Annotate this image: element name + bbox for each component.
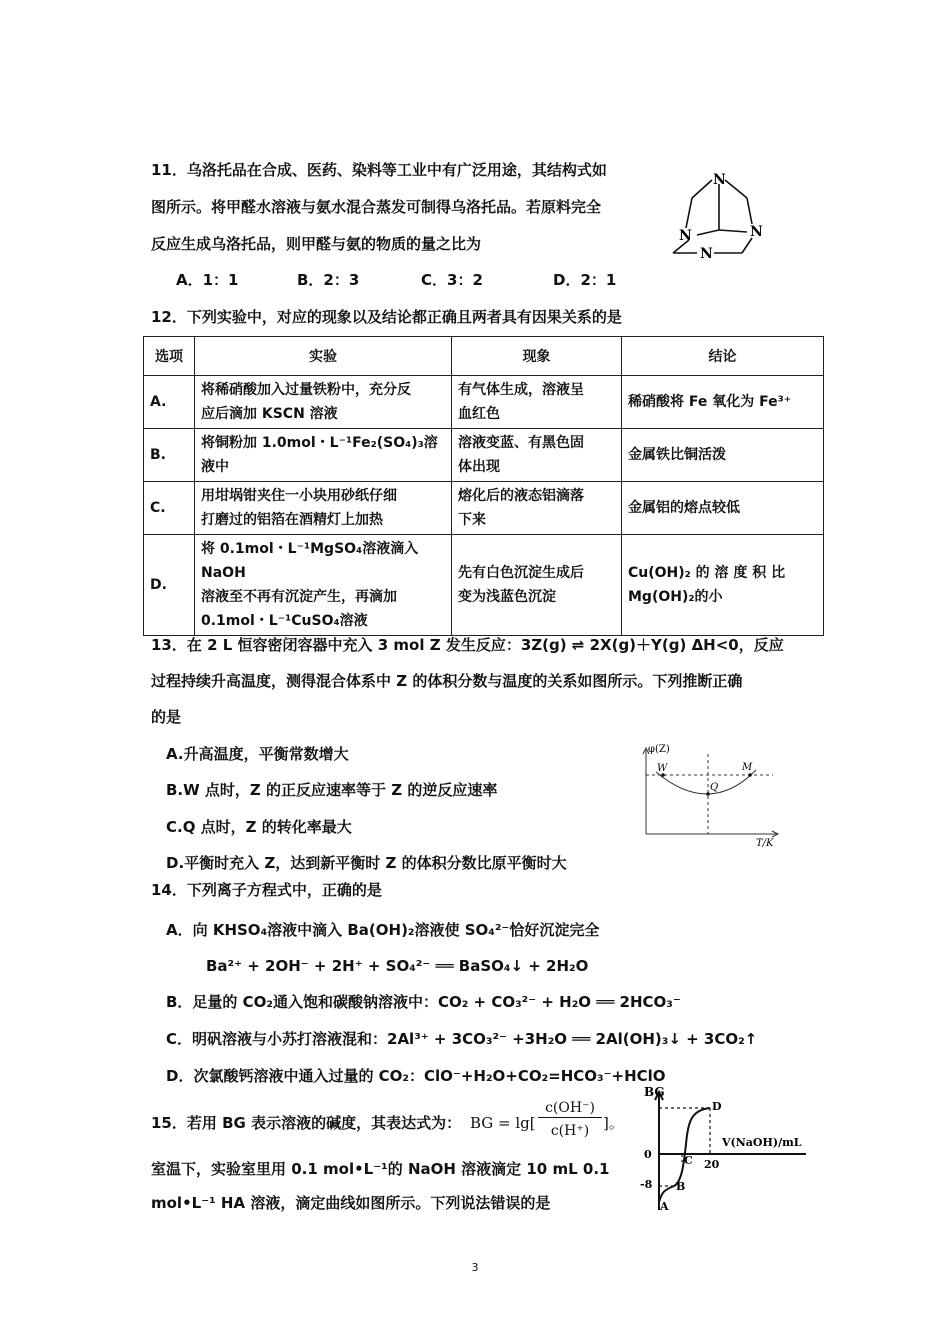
q15-y-label: BG (644, 1085, 665, 1099)
cell-conclusion: Cu(OH)₂ 的 溶 度 积 比 Mg(OH)₂的小 (622, 535, 824, 636)
cell-phenomenon: 溶液变蓝、有黑色固 体出现 (452, 429, 622, 482)
cell-conclusion: 金属铁比铜活泼 (622, 429, 824, 482)
label-m: M (742, 762, 753, 773)
point-b-label: B (676, 1180, 686, 1193)
q15-x-label: V(NaOH)/mL (722, 1136, 802, 1149)
label-q: Q (710, 782, 719, 793)
q13-option-b: B.W 点时，Z 的正反应速率等于 Z 的逆反应速率 (166, 781, 498, 799)
q15-line2: 室温下，实验室里用 0.1 mol•L⁻¹的 NaOH 溶液滴定 10 mL 0.1 (151, 1160, 610, 1178)
cell-conclusion: 金属铝的熔点较低 (622, 482, 824, 535)
q11-option-c: C．3：2 (421, 271, 483, 289)
cell-option: D. (144, 535, 195, 636)
q11-option-b: B．2：3 (297, 271, 360, 289)
cell-phenomenon: 熔化后的液态铝滴落 下来 (452, 482, 622, 535)
q13-y-label: φ(Z) (648, 744, 670, 755)
q14-option-c: C．明矾溶液与小苏打溶液混和：2Al³⁺ + 3CO₃²⁻ +3H₂O ══ 2Al(OH)₃↓ + 3CO₂↑ (166, 1030, 758, 1048)
cell-option: A. (144, 376, 195, 429)
n-atom-right: N (750, 224, 763, 240)
bg-formula-rhs: ]。 (603, 1114, 624, 1132)
n-atom-top: N (713, 172, 726, 188)
q15-line1: 15．若用 BG 表示溶液的碱度，其表达式为： (151, 1114, 462, 1132)
q13-x-label: T/K (756, 838, 774, 849)
point-d-label: D (712, 1100, 722, 1113)
page-number: 3 (471, 1261, 479, 1274)
q14-stem: 14．下列离子方程式中，正确的是 (151, 881, 382, 899)
n-atom-bottom: N (700, 246, 713, 262)
table-header-row (144, 337, 824, 376)
table-row (144, 535, 824, 636)
q15-y-tick-minus8: -8 (640, 1178, 653, 1191)
bg-formula-lhs: BG = lg[ (470, 1114, 536, 1132)
point-c-label: C (684, 1154, 693, 1167)
cell-phenomenon: 先有白色沉淀生成后 变为浅蓝色沉淀 (452, 535, 622, 636)
q11-line2: 图所示。将甲醛水溶液与氨水混合蒸发可制得乌洛托品。若原料完全 (151, 198, 602, 216)
cell-experiment: 将铜粉加 1.0mol・L⁻¹Fe₂(SO₄)₃溶 液中 (195, 429, 452, 482)
q15-x-tick-20: 20 (704, 1158, 720, 1171)
header-experiment: 实验 (195, 337, 452, 376)
header-option: 选项 (144, 337, 195, 376)
q15-origin-label: 0 (644, 1148, 652, 1161)
cell-option: B. (144, 429, 195, 482)
cell-conclusion: 稀硝酸将 Fe 氧化为 Fe³⁺ (622, 376, 824, 429)
cell-experiment: 将稀硝酸加入过量铁粉中，充分反 应后滴加 KSCN 溶液 (195, 376, 452, 429)
cell-experiment: 将 0.1mol・L⁻¹MgSO₄溶液滴入 NaOH 溶液至不再有沉淀产生，再滴加 0.1mol・L⁻¹CuSO₄溶液 (195, 535, 452, 636)
n-atom-left: N (679, 228, 692, 244)
bg-formula-numerator: c(OH⁻) (538, 1099, 602, 1118)
point-m (748, 773, 752, 777)
q15-titration-graph (636, 1082, 818, 1214)
q14-option-a-equation: Ba²⁺ + 2OH⁻ + 2H⁺ + SO₄²⁻ ══ BaSO₄↓ + 2H₂O (206, 957, 589, 975)
header-conclusion: 结论 (622, 337, 824, 376)
bg-formula-denominator: c(H⁺) (550, 1123, 590, 1139)
q13-line1: 13．在 2 L 恒容密闭容器中充入 3 mol Z 发生反应：3Z(g) ⇌ 2X(g)＋Y(g) ΔH<0，反应 (151, 636, 784, 654)
table-row (144, 482, 824, 535)
q11-option-a: A．1：1 (176, 271, 239, 289)
point-a-label: A (660, 1200, 669, 1213)
table-row (144, 376, 824, 429)
q15-line3: mol•L⁻¹ HA 溶液，滴定曲线如图所示。下列说法错误的是 (151, 1194, 551, 1212)
cell-option: C. (144, 482, 195, 535)
table-row (144, 429, 824, 482)
urotropin-structure-diagram (665, 160, 785, 270)
label-w: W (657, 763, 668, 774)
q14-option-a: A．向 KHSO₄溶液中滴入 Ba(OH)₂溶液使 SO₄²⁻恰好沉淀完全 (166, 921, 600, 939)
q11-line1: 11．乌洛托品在合成、医药、染料等工业中有广泛用途，其结构式如 (151, 161, 607, 179)
q13-option-d: D.平衡时充入 Z，达到新平衡时 Z 的体积分数比原平衡时大 (166, 854, 567, 872)
q13-option-a: A.升高温度，平衡常数增大 (166, 745, 349, 763)
q13-option-c: C.Q 点时，Z 的转化率最大 (166, 818, 352, 836)
q13-line2: 过程持续升高温度，测得混合体系中 Z 的体积分数与温度的关系如图所示。下列推断正确 (151, 672, 743, 690)
q12-table (143, 336, 824, 636)
q11-line3: 反应生成乌洛托品，则甲醛与氨的物质的量之比为 (151, 235, 482, 253)
q13-graph (638, 742, 783, 852)
q14-option-b: B．足量的 CO₂通入饱和碳酸钠溶液中：CO₂ + CO₃²⁻ + H₂O ══ 2HCO₃⁻ (166, 993, 681, 1011)
header-phenomenon: 现象 (452, 337, 622, 376)
cell-phenomenon: 有气体生成，溶液呈 血红色 (452, 376, 622, 429)
q12-stem: 12．下列实验中，对应的现象以及结论都正确且两者具有因果关系的是 (151, 308, 622, 326)
q11-option-d: D．2：1 (553, 271, 617, 289)
q14-option-d: D．次氯酸钙溶液中通入过量的 CO₂：ClO⁻+H₂O+CO₂=HCO₃⁻+HClO (166, 1067, 666, 1085)
cell-experiment: 用坩埚钳夹住一小块用砂纸仔细 打磨过的铝箔在酒精灯上加热 (195, 482, 452, 535)
q13-line3: 的是 (151, 708, 182, 726)
